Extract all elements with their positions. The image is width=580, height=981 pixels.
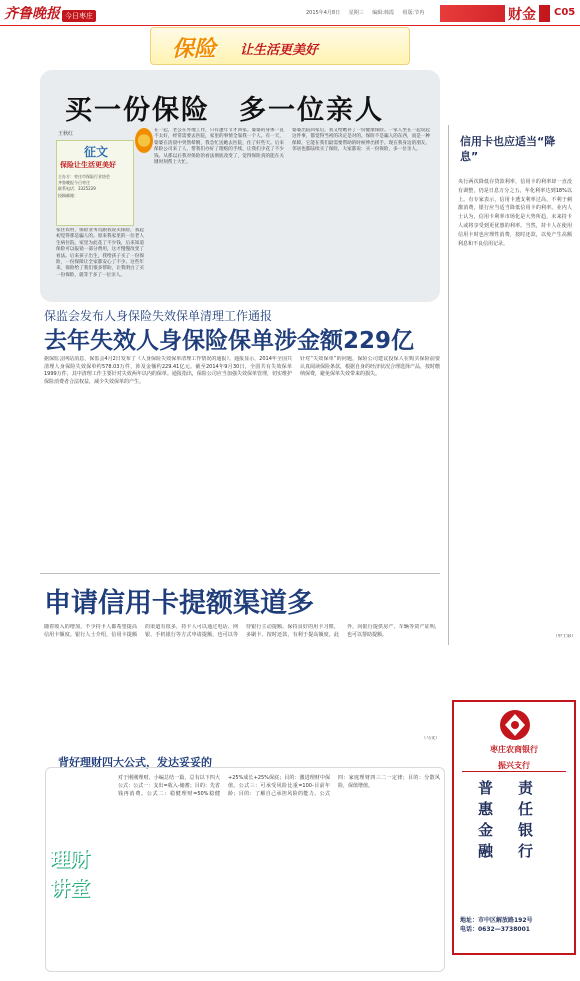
value-char: 融	[478, 842, 494, 860]
edition-badge: 今日枣庄	[62, 10, 96, 22]
page-number: C05	[554, 7, 576, 18]
value-char: 银	[518, 821, 534, 839]
value-char: 普	[478, 779, 494, 797]
bank-contact	[460, 916, 570, 934]
article2-body: 据保监会网站消息，保监会4月2日发布了《人身保险失效保单清理工作情况的通报》。通报显示，2014年全国共清理人身保险失效保单约578.03万件，涉及金额约229.41亿元。截至2014年9月30日，全国共有失效保单1999万件，其中清理工作主要针对失效两年以内的保单。通报指出，保险公司应当加强失效保单管理，切实维护保险消费者合法权益，减少失效保单的产生。	[44, 356, 292, 385]
header-meta	[306, 9, 431, 16]
notice-lines	[58, 174, 132, 199]
bank-phone: 电话：0632—3738001	[460, 926, 530, 933]
column-divider	[448, 125, 449, 645]
sidebar-title: 信用卡也应适当“降息”	[460, 135, 556, 163]
finance-class-badge	[50, 843, 110, 933]
sun-decoration-icon	[135, 128, 153, 153]
weekday: 星期三	[348, 10, 364, 16]
value-char: 任	[518, 800, 534, 818]
notice-line: 联系电话：3325229	[58, 186, 96, 192]
value-char: 金	[478, 821, 494, 839]
article4-body: 对于刚刚理财、小编总结一篇，总有以下四大公式：公式一：支出=收入-储蓄；目的：先省钱再消费。公式二：稳健理财=50%稳健+25%成长+25%保底；目的：激进理财中保值。公式三：可承受风险比重=100-目前年龄；目的：了解自己承担风险的能力。公式四：家庭理财四三二一定律；目的：分散风险，保值增值。	[118, 775, 440, 797]
essay-column-1: 家住农村，保险业务员跟我说买保险，我起初觉得那是骗人的。原来我家里的一位老人生病住院，家里为此花了不少钱，后来知道保险可以报销一部分费用，这才慢慢改变了看法。后来孩子出生，我给孩子买了一份保险，一份保障让全家都安心了不少。这些年来，保险给了我们很多帮助，让我明白了买一份保险，就等于多了一位亲人。	[56, 228, 144, 278]
bank-name: 枣庄农商银行	[490, 745, 538, 754]
banner-big-text: 保险	[172, 37, 217, 62]
badge-line: 讲堂	[50, 876, 90, 900]
notice-line: 齐鲁晚报今日枣庄	[58, 180, 90, 186]
value-char: 行	[518, 842, 534, 860]
essay-column-2: 在一起，老公在外地工作，只有逢年节才回家。婆婆的身体一直不太好，经常需要去医院，家里的事情全靠我一个人。有一天，婆婆在清晨中突然晕倒，我急忙送她去医院，住了好些天。后来保险公司来了人，帮我们办好了理赔的手续，让我们少花了不少钱。从那以后我对保险的看法彻底改变了，觉得保险真的能在关键时刻帮上大忙。	[154, 128, 284, 166]
article2-kicker: 保监会发布人身保险失效保单清理工作通报	[44, 309, 273, 323]
paper-name: 齐鲁晚报	[4, 6, 60, 22]
banner-small-text: 让生活更美好	[240, 43, 319, 58]
divider	[40, 573, 440, 574]
bank-branch: 振兴支行	[462, 760, 566, 772]
article2-title: 去年失效人身保险保单涉金额229亿	[44, 328, 415, 354]
essay-author: 王秋红	[58, 131, 74, 137]
article3-title: 申请信用卡提额渠道多	[44, 588, 314, 619]
notice-subtitle: 保险让生活更美好	[60, 161, 116, 169]
badge-line: 理财	[50, 847, 90, 871]
designer: 组版:节冉	[402, 10, 425, 16]
notice-title: 征文	[84, 145, 109, 159]
notice-line: 投稿邮箱：	[58, 192, 78, 198]
essay-column-3: 婆婆出院回家后，我又给她补了一份健康保险。一家人坐在一起说起这件事，都觉得当初的决定是对的。保险不是骗人的东西，而是一种保障，它能在我们最需要帮助的时候伸出援手。现在我身边的朋友、邻居也都陆续买了保险，大家都说：买一份保险，多一位亲人。	[292, 128, 430, 153]
section-name: 财金	[505, 4, 539, 24]
article2-sub: 针对“失效保单”的问题，保险公司建议投保人在购买保险前要认真阅读保险条款，根据自身的经济状况合理选择产品，按时缴纳保费，避免保单失效带来的损失。	[300, 356, 440, 378]
bank-logo-icon	[498, 708, 532, 742]
article3-signature: （马文）	[421, 736, 440, 741]
bank-address: 地址：市中区解放路192号	[460, 917, 533, 924]
value-char: 责	[518, 779, 534, 797]
bank-values	[478, 778, 558, 862]
value-char: 惠	[478, 800, 494, 818]
notice-line: 主办方：枣庄市保险行业协会	[58, 174, 110, 179]
issue-date: 2015年4月8日	[306, 10, 341, 16]
sidebar-body: 央行两次降低存贷款利率，信用卡的利率却一直没有调整，仍是日息万分之五，年化利率达到18%以上。有专家表示，信用卡透支利率过高，不利于刺激消费，银行应当适当降低信用卡的利率。业内人士认为，信用卡利率市场化是大势所趋，未来持卡人或将享受到更优惠的利率。当然，持卡人在使用信用卡时也应理性消费，按时还款，以免产生高额利息和不良信用记录。	[458, 179, 572, 247]
essay-title: 买一份保险 多一位亲人	[65, 95, 384, 126]
article4-title: 背好理财四大公式，发达妥妥的	[58, 756, 212, 769]
editor: 编辑:韩霞	[372, 10, 394, 16]
article3-body: 随着收入的增加，不少持卡人都希望提高信用卡额度。银行人士介绍，信用卡提额的渠道有很多，持卡人可以通过电话、网银、手机银行等方式申请提额，也可以等待银行主动提额。保持良好的用卡习惯，多刷卡、按时还款，有利于提高额度。此外，向银行提供房产、车辆等资产证明，也可以帮助提额。	[44, 624, 440, 638]
sidebar-signature: （申士彩）	[553, 634, 576, 639]
